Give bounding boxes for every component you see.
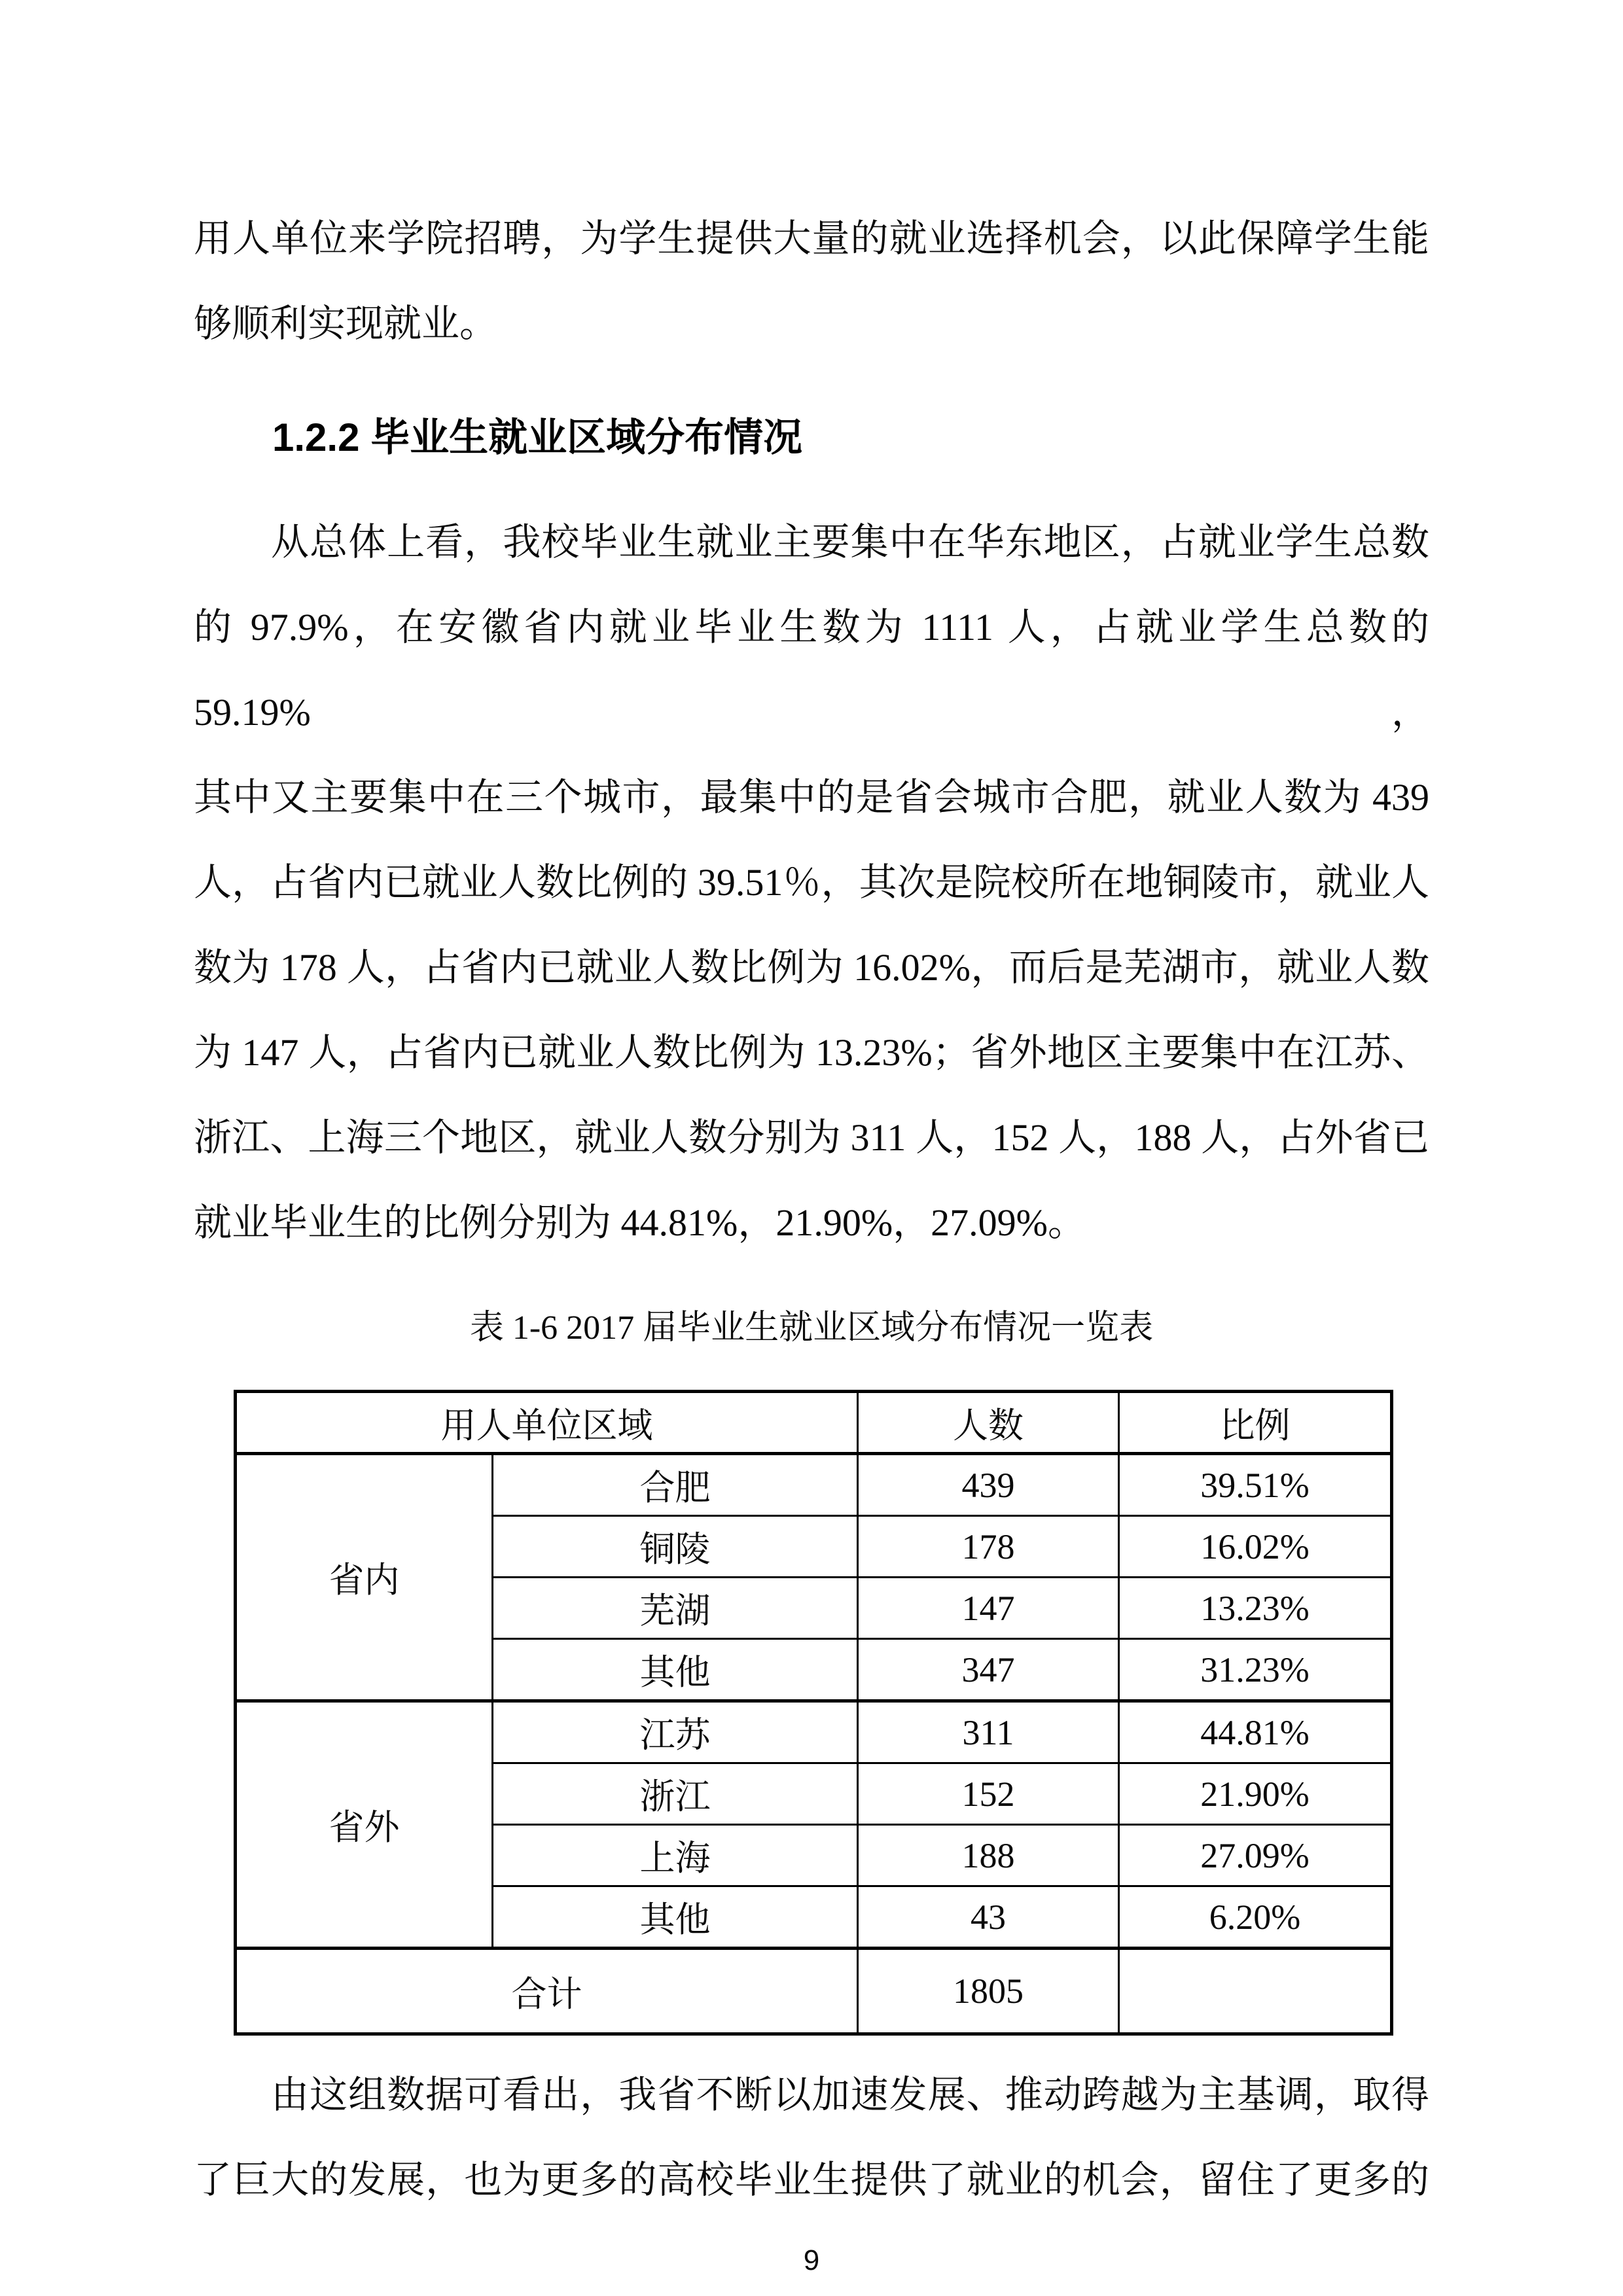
header-cell-ratio: 比例	[1119, 1392, 1392, 1454]
total-ratio-cell	[1119, 1949, 1392, 2034]
group-cell-in-province: 省内	[236, 1454, 493, 1701]
count-cell: 311	[858, 1701, 1119, 1763]
ratio-cell: 31.23%	[1119, 1639, 1392, 1701]
count-cell: 178	[858, 1516, 1119, 1578]
paragraph-overview	[194, 500, 1429, 1265]
count-cell: 439	[858, 1454, 1119, 1516]
body-line: 其中又主要集中在三个城市，最集中的是省会城市合肥，就业人数为 439	[194, 776, 1429, 819]
section-heading: 1.2.2 毕业生就业区域分布情况	[272, 415, 803, 459]
count-cell: 188	[858, 1825, 1119, 1886]
table-header-row	[236, 1392, 1392, 1454]
ratio-cell: 13.23%	[1119, 1578, 1392, 1639]
header-cell-count: 人数	[858, 1392, 1119, 1454]
paragraph-conclusion	[194, 2053, 1429, 2223]
ratio-cell: 6.20%	[1119, 1886, 1392, 1949]
total-count-cell: 1805	[858, 1949, 1119, 2034]
group-cell-out-province: 省外	[236, 1701, 493, 1949]
city-cell: 铜陵	[493, 1516, 858, 1578]
body-line: 为 147 人，占省内已就业人数比例为 13.23%；省外地区主要集中在江苏、	[194, 1031, 1429, 1074]
region-distribution-table	[234, 1390, 1393, 2036]
total-label-cell: 合计	[236, 1949, 858, 2034]
ratio-cell: 16.02%	[1119, 1516, 1392, 1578]
body-line: 由这组数据可看出，我省不断以加速发展、推动跨越为主基调，取得	[271, 2074, 1429, 2116]
table-caption: 表 1-6 2017 届毕业生就业区域分布情况一览表	[469, 1309, 1154, 1347]
city-cell: 其他	[493, 1886, 858, 1949]
table-row	[236, 1454, 1392, 1516]
header-cell-region: 用人单位区域	[236, 1392, 858, 1454]
city-cell: 上海	[493, 1825, 858, 1886]
body-line: 够顺利实现就业。	[194, 302, 498, 345]
paragraph-continuation	[194, 196, 1429, 366]
count-cell: 43	[858, 1886, 1119, 1949]
count-cell: 147	[858, 1578, 1119, 1639]
city-cell: 浙江	[493, 1763, 858, 1825]
body-line: 人，占省内已就业人数比例的 39.51％，其次是院校所在地铜陵市，就业人	[194, 861, 1429, 904]
page-number: 9	[803, 2244, 820, 2276]
ratio-cell: 21.90%	[1119, 1763, 1392, 1825]
city-cell: 芜湖	[493, 1578, 858, 1639]
count-cell: 347	[858, 1639, 1119, 1701]
body-line: 从总体上看，我校毕业生就业主要集中在华东地区，占就业学生总数	[271, 521, 1429, 563]
body-line: 就业毕业生的比例分别为 44.81%，21.90%，27.09%。	[194, 1201, 1086, 1244]
table-total-row	[236, 1949, 1392, 2034]
city-cell: 其他	[493, 1639, 858, 1701]
body-line: 数为 178 人，占省内已就业人数比例为 16.02%，而后是芜湖市，就业人数	[194, 946, 1429, 989]
body-line: 的 97.9%，在安徽省内就业毕业生数为 1111 人，占就业学生总数的 59.19%，	[194, 606, 1429, 733]
body-line: 用人单位来学院招聘，为学生提供大量的就业选择机会，以此保障学生能	[194, 217, 1429, 260]
city-cell: 合肥	[493, 1454, 858, 1516]
body-line: 浙江、上海三个地区，就业人数分别为 311 人，152 人，188 人，占外省已	[194, 1116, 1429, 1159]
ratio-cell: 27.09%	[1119, 1825, 1392, 1886]
table-row	[236, 1701, 1392, 1763]
city-cell: 江苏	[493, 1701, 858, 1763]
count-cell: 152	[858, 1763, 1119, 1825]
body-line: 了巨大的发展，也为更多的高校毕业生提供了就业的机会，留住了更多的	[194, 2159, 1429, 2201]
ratio-cell: 44.81%	[1119, 1701, 1392, 1763]
ratio-cell: 39.51%	[1119, 1454, 1392, 1516]
